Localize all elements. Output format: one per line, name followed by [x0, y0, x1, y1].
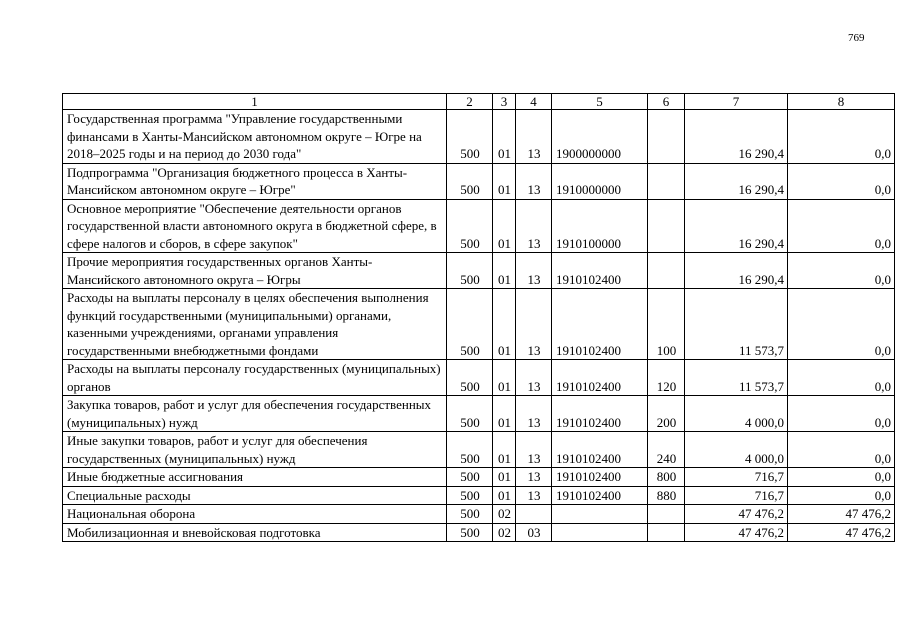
row-expense-type-cell: [648, 253, 685, 289]
row-amount-cell: 16 290,4: [685, 110, 788, 164]
row-name-cell: Мобилизационная и вневойсковая подготовка: [63, 523, 447, 542]
row-name-cell: Закупка товаров, работ и услуг для обеспечения государственных (муниципальных) нужд: [63, 396, 447, 432]
row-section-cell: 01: [493, 253, 516, 289]
header-cell: 7: [685, 94, 788, 110]
page-number: 769: [848, 32, 865, 44]
row-name-cell: Подпрограмма "Организация бюджетного процесса в Ханты-Мансийском автономном округе – Югре": [63, 163, 447, 199]
row-amount-federal-cell: 47 476,2: [788, 505, 895, 524]
table-row: [63, 360, 895, 396]
row-amount-federal-cell: 0,0: [788, 199, 895, 253]
row-subsection-cell: 13: [516, 110, 552, 164]
row-amount-cell: 4 000,0: [685, 432, 788, 468]
row-code-cell: 500: [447, 289, 493, 360]
row-expense-type-cell: 800: [648, 468, 685, 487]
row-expense-type-cell: 100: [648, 289, 685, 360]
row-name-cell: Специальные расходы: [63, 486, 447, 505]
row-code-cell: 500: [447, 199, 493, 253]
table-row: [63, 468, 895, 487]
header-cell: 5: [552, 94, 648, 110]
row-code-cell: 500: [447, 396, 493, 432]
row-section-cell: 01: [493, 360, 516, 396]
row-name-cell: Иные закупки товаров, работ и услуг для обеспечения государственных (муниципальных) нужд: [63, 432, 447, 468]
row-name-cell: Прочие мероприятия государственных органов Ханты-Мансийского автономного округа – Югры: [63, 253, 447, 289]
row-expense-type-cell: [648, 505, 685, 524]
row-amount-federal-cell: 0,0: [788, 253, 895, 289]
row-section-cell: 02: [493, 523, 516, 542]
row-amount-federal-cell: 0,0: [788, 110, 895, 164]
row-subsection-cell: 13: [516, 163, 552, 199]
row-amount-cell: 47 476,2: [685, 505, 788, 524]
row-target-article-cell: 1910102400: [552, 360, 648, 396]
row-target-article-cell: [552, 505, 648, 524]
table-row: [63, 289, 895, 360]
header-cell: 6: [648, 94, 685, 110]
row-target-article-cell: 1910102400: [552, 253, 648, 289]
row-target-article-cell: 1910102400: [552, 486, 648, 505]
row-expense-type-cell: [648, 523, 685, 542]
row-section-cell: 01: [493, 396, 516, 432]
row-amount-cell: 4 000,0: [685, 396, 788, 432]
row-target-article-cell: 1910102400: [552, 432, 648, 468]
row-subsection-cell: 13: [516, 360, 552, 396]
row-target-article-cell: 1910102400: [552, 289, 648, 360]
row-amount-cell: 716,7: [685, 468, 788, 487]
row-code-cell: 500: [447, 486, 493, 505]
row-expense-type-cell: 880: [648, 486, 685, 505]
header-cell: 1: [63, 94, 447, 110]
row-amount-federal-cell: 0,0: [788, 396, 895, 432]
row-target-article-cell: 1900000000: [552, 110, 648, 164]
row-section-cell: 01: [493, 110, 516, 164]
row-code-cell: 500: [447, 360, 493, 396]
row-amount-federal-cell: 0,0: [788, 432, 895, 468]
row-name-cell: Иные бюджетные ассигнования: [63, 468, 447, 487]
row-amount-cell: 11 573,7: [685, 360, 788, 396]
row-code-cell: 500: [447, 432, 493, 468]
header-cell: 3: [493, 94, 516, 110]
row-subsection-cell: 13: [516, 289, 552, 360]
row-subsection-cell: 13: [516, 253, 552, 289]
row-name-cell: Государственная программа "Управление государственными финансами в Ханты-Мансийском автономном округе – Югре на 2018–2025 годы и на период до 2030 года": [63, 110, 447, 164]
row-section-cell: 01: [493, 486, 516, 505]
row-code-cell: 500: [447, 505, 493, 524]
row-section-cell: 01: [493, 289, 516, 360]
header-cell: 2: [447, 94, 493, 110]
row-amount-federal-cell: 47 476,2: [788, 523, 895, 542]
header-cell: 4: [516, 94, 552, 110]
row-name-cell: Основное мероприятие "Обеспечение деятельности органов государственной власти автономного округа в бюджетной сфере, в сфере налогов и сборов, в сфере закупок": [63, 199, 447, 253]
budget-table: [62, 93, 895, 542]
row-amount-cell: 47 476,2: [685, 523, 788, 542]
row-expense-type-cell: 120: [648, 360, 685, 396]
table-row: [63, 110, 895, 164]
row-amount-cell: 16 290,4: [685, 253, 788, 289]
table-row: [63, 396, 895, 432]
row-section-cell: 01: [493, 163, 516, 199]
row-section-cell: 01: [493, 199, 516, 253]
row-amount-federal-cell: 0,0: [788, 486, 895, 505]
row-code-cell: 500: [447, 468, 493, 487]
row-expense-type-cell: 200: [648, 396, 685, 432]
table-row: [63, 486, 895, 505]
row-subsection-cell: 13: [516, 199, 552, 253]
table-body: [63, 110, 895, 542]
row-expense-type-cell: [648, 163, 685, 199]
row-target-article-cell: 1910000000: [552, 163, 648, 199]
row-target-article-cell: [552, 523, 648, 542]
row-expense-type-cell: 240: [648, 432, 685, 468]
row-amount-federal-cell: 0,0: [788, 360, 895, 396]
row-subsection-cell: 13: [516, 486, 552, 505]
row-name-cell: Национальная оборона: [63, 505, 447, 524]
row-name-cell: Расходы на выплаты персоналу государственных (муниципальных) органов: [63, 360, 447, 396]
row-amount-cell: 11 573,7: [685, 289, 788, 360]
row-name-cell: Расходы на выплаты персоналу в целях обеспечения выполнения функций государственными (муниципальными) органами, казенными учреждениями, органами управления государственными внебюджетными фондами: [63, 289, 447, 360]
row-subsection-cell: 13: [516, 468, 552, 487]
row-section-cell: 02: [493, 505, 516, 524]
row-amount-cell: 16 290,4: [685, 199, 788, 253]
row-subsection-cell: [516, 505, 552, 524]
row-subsection-cell: 03: [516, 523, 552, 542]
row-expense-type-cell: [648, 199, 685, 253]
row-subsection-cell: 13: [516, 432, 552, 468]
table-row: [63, 253, 895, 289]
row-code-cell: 500: [447, 163, 493, 199]
row-target-article-cell: 1910102400: [552, 396, 648, 432]
table-row: [63, 505, 895, 524]
row-target-article-cell: 1910100000: [552, 199, 648, 253]
table-row: [63, 432, 895, 468]
row-code-cell: 500: [447, 110, 493, 164]
row-section-cell: 01: [493, 468, 516, 487]
row-amount-cell: 16 290,4: [685, 163, 788, 199]
row-amount-cell: 716,7: [685, 486, 788, 505]
row-amount-federal-cell: 0,0: [788, 289, 895, 360]
table-header-row: [63, 94, 895, 110]
row-amount-federal-cell: 0,0: [788, 468, 895, 487]
row-expense-type-cell: [648, 110, 685, 164]
table-row: [63, 523, 895, 542]
row-section-cell: 01: [493, 432, 516, 468]
row-code-cell: 500: [447, 523, 493, 542]
table-row: [63, 163, 895, 199]
header-cell: 8: [788, 94, 895, 110]
row-amount-federal-cell: 0,0: [788, 163, 895, 199]
row-code-cell: 500: [447, 253, 493, 289]
table-row: [63, 199, 895, 253]
row-target-article-cell: 1910102400: [552, 468, 648, 487]
row-subsection-cell: 13: [516, 396, 552, 432]
